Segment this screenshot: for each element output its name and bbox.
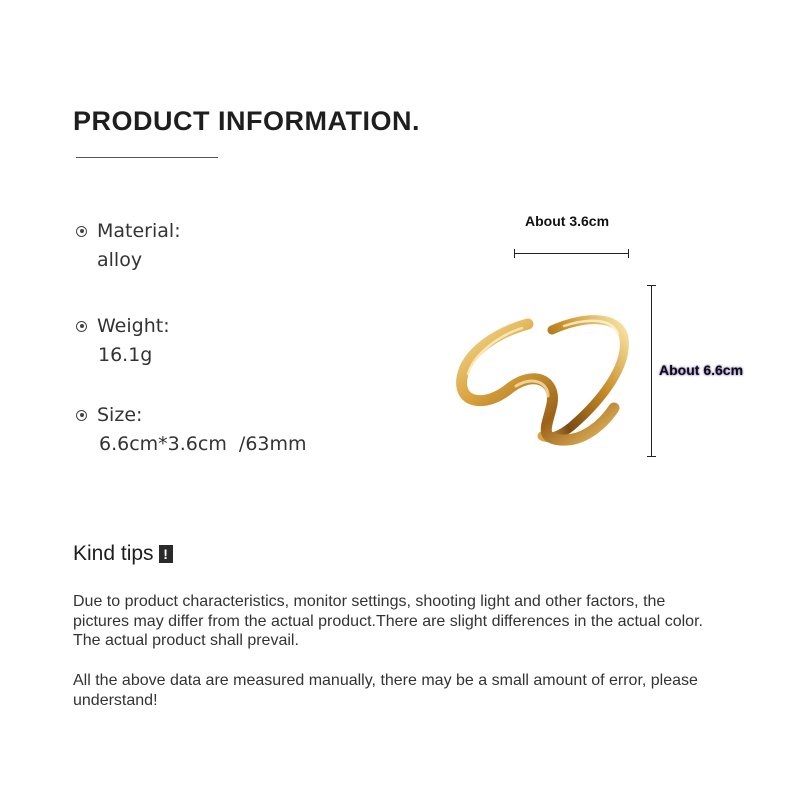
tips-paragraph-disclaimer: Due to product characteristics, monitor settings, shooting light and other factors, the pictures may differ from the actual product.There are slight differences in the actual color. The actual product shall prevail. <box>73 593 703 649</box>
bullet-icon <box>76 321 87 332</box>
page-title: PRODUCT INFORMATION. <box>73 106 420 136</box>
spec-size <box>76 404 307 455</box>
spec-label: Size: <box>97 404 143 426</box>
spec-label: Weight: <box>97 315 170 337</box>
spec-label: Material: <box>97 220 181 242</box>
spec-weight <box>76 315 170 366</box>
spec-value: 6.6cm*3.6cm /63mm <box>99 433 307 455</box>
height-dimension-line <box>651 285 652 457</box>
title-underline <box>76 157 218 158</box>
kind-tips-label: Kind tips <box>73 542 154 565</box>
ring-image <box>452 308 632 448</box>
spec-value: 16.1g <box>98 344 153 366</box>
bullet-icon <box>76 410 87 421</box>
width-dimension-line <box>514 253 629 254</box>
width-dimension-label: About 3.6cm <box>525 213 610 229</box>
spec-value: alloy <box>97 249 143 271</box>
height-dimension-label: About 6.6cm <box>659 362 744 378</box>
spec-material <box>76 220 181 271</box>
tips-paragraph-measurement: All the above data are measured manually, there may be a small amount of error, please understand! <box>73 672 698 709</box>
kind-tips-heading <box>73 542 173 566</box>
exclamation-icon: ! <box>159 545 173 563</box>
bullet-icon <box>76 226 87 237</box>
